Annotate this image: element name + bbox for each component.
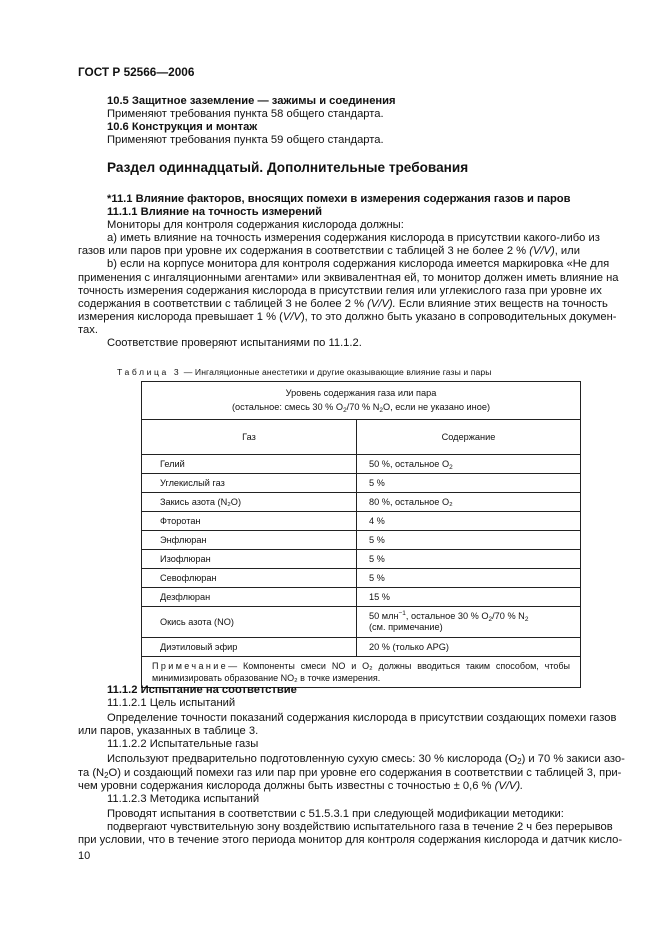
no-content-sup: −1 [398,610,406,617]
tg-2a: та (N [78,766,105,779]
section-11-1-2 [78,684,625,847]
table-3-note-row [142,657,581,688]
header-sub-n2: 2 [379,407,383,414]
table-3-caption-label: Таблица 3 [117,367,182,377]
standard-code: ГОСТ Р 52566—2006 [78,65,195,79]
section-10-6-title: 10.6 Конструкция и монтаж [107,121,258,134]
tg-sub-o2: 2 [517,757,522,767]
tg-2b: O) и создающий помехи газ или пар при уровне его содержания в соответствии с таблицей 3, при- [108,766,622,779]
item-b-5vv: V/V [282,310,301,323]
method-text: Проводят испытания в соответствии с 51.5.3.1 при следующей модификации методики: [107,807,564,820]
content-cell [357,455,581,474]
section-10-5-title: 10.5 Защитное заземление — зажимы и соединения [107,95,396,107]
section-11-1-1-title: 11.1.1 Влияние на точность измерений [107,206,322,219]
item-a-vv: (V/V) [529,245,555,258]
item-a-line-1: а) иметь влияние на точность измерения содержания кислорода в присутствии какого-либо из [107,232,600,245]
no-content-a: 50 млн [369,611,399,621]
item-b-5b: ), то это должно быть указано в сопроводительных докумен- [300,310,617,323]
gas-cell: Закись азота (N₂O) [142,493,357,512]
item-b-line-2: применения с ингаляционными агентами» или эквивалентная ей, то монитор должен иметь влияние на [78,271,619,284]
table-row [142,569,581,588]
content-cell: 20 % (только APG) [357,638,581,657]
gas-cell: Дезфлюран [142,588,357,607]
table-3-header-cell [142,382,581,420]
no-content-sub-n2: 2 [524,616,529,623]
item-b-4a: содержания в соответствии с таблицей 3 не более 2 % [78,297,368,310]
item-b-line-1: b) если на корпусе монитора для контроля содержания кислорода имеется маркировка «Не для [107,258,610,271]
table-row [142,493,581,512]
header-2b: /70 % N [346,402,380,412]
table-row [142,531,581,550]
gas-cell: Изофлюран [142,550,357,569]
item-b-line-6: тах. [78,323,98,336]
no-content-line-2: (см. примечание) [369,622,443,632]
content-cell: 15 % [357,588,581,607]
item-b-line-3: точность измерения содержания кислорода в присутствии гелия или углекислого газа при уровне их [78,284,602,297]
section-11-1-2-title: 11.1.2 Испытание на соответствие [107,684,297,696]
header-sub-o2: 2 [343,407,347,414]
item-a-text: газов или паров при уровне их содержания в соответствии с таблицей 3 не более 2 % [78,245,530,258]
item-b-4vv: (V/V). [367,297,396,310]
gas-cell: Севофлюран [142,569,357,588]
page-number: 10 [78,850,91,862]
conformity-text: Соответствие проверяют испытаниями по 11.1.2. [107,337,362,350]
no-content-line-1 [369,611,572,622]
content-sub: 2 [449,463,453,471]
no-content-c: /70 % N [492,611,525,621]
table-3-caption [117,366,492,379]
content-cell: 4 % [357,512,581,531]
item-b-line-4 [78,298,615,311]
test-gases-line-3 [78,780,615,793]
gas-cell: Энфлюран [142,531,357,550]
table-row [142,550,581,569]
tg-3vv: (V/V). [494,779,524,792]
section-10-5-text: Применяют требования пункта 58 общего стандарта. [107,108,384,121]
item-a-end: , или [554,245,580,258]
purpose-line-2: или паров, указанных в таблице 3. [78,725,259,738]
content-cell: 5 % [357,474,581,493]
note-text: — Компоненты смеси NO и O₂ должны вводиться таким способом, чтобы минимизировать образование NO₂ в точке измерения. [152,661,570,683]
note-label: Примечание [152,661,229,671]
method-item-line-1: подвергают чувствительную зону воздействию испытательного газа в течение 2 ч без перерывов [107,820,613,833]
gas-cell: Углекислый газ [142,474,357,493]
content-cell: 5 % [357,550,581,569]
content-cell: 80 %, остальное O₂ [357,493,581,512]
table-row [142,474,581,493]
item-b-5a: измерения кислорода превышает 1 % ( [78,310,283,323]
purpose-line-1: Определение точности показаний содержания кислорода в присутствии создающих помехи газов [107,712,617,725]
content-cell [357,607,581,638]
section-11-1-title: *11.1 Влияние факторов, вносящих помехи в измерения содержания газов и паров [107,193,571,205]
tg-3a: чем уровни содержания кислорода должны быть известны с точностью ± 0,6 % [78,779,495,792]
table-3-header-line-1: Уровень содержания газа или пара [285,388,437,398]
test-gases-line-1 [78,753,625,767]
section-11-1 [78,193,619,350]
gas-cell: Диэтиловый эфир [142,638,357,657]
table-row [142,638,581,657]
no-content-sub-o2: 2 [488,616,493,623]
section-11-1-1-intro: Мониторы для контроля содержания кислорода должны: [107,219,404,232]
gas-cell: Гелий [142,455,357,474]
tg-1a: Используют предварительно подготовленную сухую смесь: 30 % кислорода (O [107,753,518,766]
table-row [142,588,581,607]
section-10-5 [78,95,615,147]
table-3 [141,381,581,688]
test-gases-head: 11.1.2.2 Испытательные газы [107,738,259,751]
column-header-gas: Газ [142,420,357,455]
table-3-column-headers [142,420,581,455]
purpose-head: 11.1.2.1 Цель испытаний [107,697,236,710]
header-2c: O, если не указано иное) [382,402,491,412]
test-gases-line-2 [78,766,622,780]
no-content-b: , остальное 30 % O [405,611,489,621]
table-row [142,512,581,531]
item-b-line-5 [78,311,615,324]
column-header-content: Содержание [357,420,581,455]
content-cell: 5 % [357,569,581,588]
table-3-header-line-2 [150,402,572,413]
table-3-note [142,657,581,688]
table-3-caption-text: — Ингаляционные анестетики и другие оказывающие влияние газы и пары [181,367,492,377]
table-3-header-row [142,382,581,420]
gas-cell: Окись азота (NO) [142,607,357,638]
content-text: 50 %, остальное O [369,458,450,469]
method-item-line-2: при условии, что в течение этого периода монитор для контроля содержания кислорода и датчик кисло- [78,834,623,847]
gas-cell: Фторотан [142,512,357,531]
item-b-4b: Если влияние этих веществ на точность [395,297,608,310]
section-10-6-text: Применяют требования пункта 59 общего стандарта. [107,134,384,147]
table-row [142,455,581,474]
item-a-line-2 [78,245,615,258]
header-2a: (остальное: смесь 30 % O [231,402,344,412]
tg-1b: ) и 70 % закиси азо- [521,753,625,766]
section-11-title: Раздел одиннадцатый. Дополнительные требования [107,160,469,175]
content-cell: 5 % [357,531,581,550]
table-row [142,607,581,638]
method-head: 11.1.2.3 Методика испытаний [107,792,260,805]
tg-sub-n2: 2 [104,770,109,780]
